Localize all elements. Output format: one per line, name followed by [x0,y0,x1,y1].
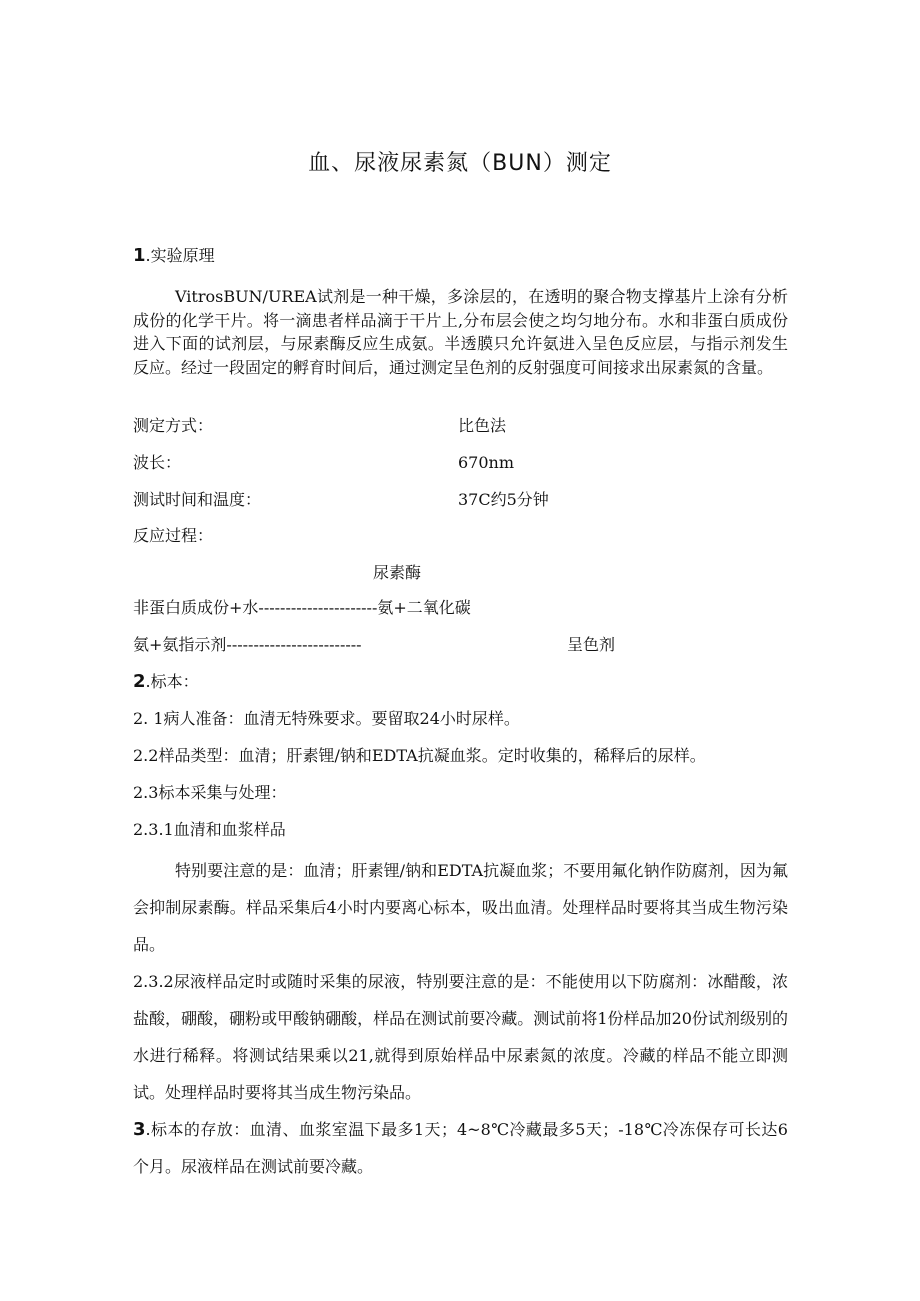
reaction-equation-2: 氨+氨指示剂------------------------- [133,635,362,654]
item-2-3-1: 2.3.1血清和血浆样品 [133,820,286,839]
time-temp-label: 测试时间和温度： [133,490,262,509]
wavelength-value: 670nm [458,453,515,472]
wavelength-label: 波长： [133,453,182,472]
section-3-paragraph [133,1111,788,1185]
section-1-number: 1 [133,245,146,266]
item-2-3: 2.3标本采集与处理： [133,783,287,802]
page-title: 血、尿液尿素氮（BUN）测定 [308,151,612,176]
principle-paragraph: VitrosBUN/UREA试剂是一种干燥，多涂层的，在透明的聚合物支撑基片上涂有分析成份的化学干片。将一滴患者样品滴于干片上,分布层会使之均匀地分布。水和非蛋白质成份进入下面的试剂层，与尿素酶反应生成氨。半透膜只允许氨进入呈色反应层，与指示剂发生反应。经过一段固定的孵育时间后，通过测定呈色剂的反射强度可间接求出尿素氮的含量。 [133,287,788,377]
item-2-1: 2. 1病人准备：血清无特殊要求。要留取24小时尿样。 [133,709,520,728]
item-2-2: 2.2样品类型：血清；肝素锂/钠和EDTA抗凝血浆。定时收集的，稀释后的尿样。 [133,746,706,765]
method-label: 测定方式： [133,416,214,435]
section-3-number: 3 [133,1119,146,1140]
reaction-label: 反应过程： [133,526,214,545]
paragraph-2-3-1: 特别要注意的是：血清；肝素锂/钠和EDTA抗凝血浆；不要用氟化钠作防腐剂，因为氟会抑制尿素酶。样品采集后4小时内要离心标本，吸出血清。处理样品时要将其当成生物污染品。 [133,861,788,954]
paragraph-2-3-2: 2.3.2尿液样品定时或随时采集的尿液，特别要注意的是：不能使用以下防腐剂：冰醋酸，浓盐酸，硼酸，硼粉或甲酸钠硼酸，样品在测试前要冷藏。测试前将1份样品加20份试剂级别的水进行稀释。将测试结果乘以21,就得到原始样品中尿素氮的浓度。冷藏的样品不能立即测试。处理样品时要将其当成生物污染品。 [133,972,788,1102]
section-2-label: .标本： [145,672,199,691]
section-1-heading [133,246,215,266]
reaction-2-product: 呈色剂 [567,635,616,654]
enzyme-label: 尿素酶 [373,563,422,582]
section-1-label: .实验原理 [145,246,215,265]
method-value: 比色法 [458,416,507,435]
time-temp-value: 37C约5分钟 [458,490,549,509]
reaction-equation-1: 非蛋白质成份+水----------------------氨+二氧化碳 [133,598,471,617]
section-3-text: .标本的存放：血清、血浆室温下最多1天；4~8℃冷藏最多5天；-18℃冷冻保存可长达6个月。尿液样品在测试前要冷藏。 [133,1120,788,1176]
section-2-heading [133,672,199,692]
section-2-number: 2 [133,671,146,692]
